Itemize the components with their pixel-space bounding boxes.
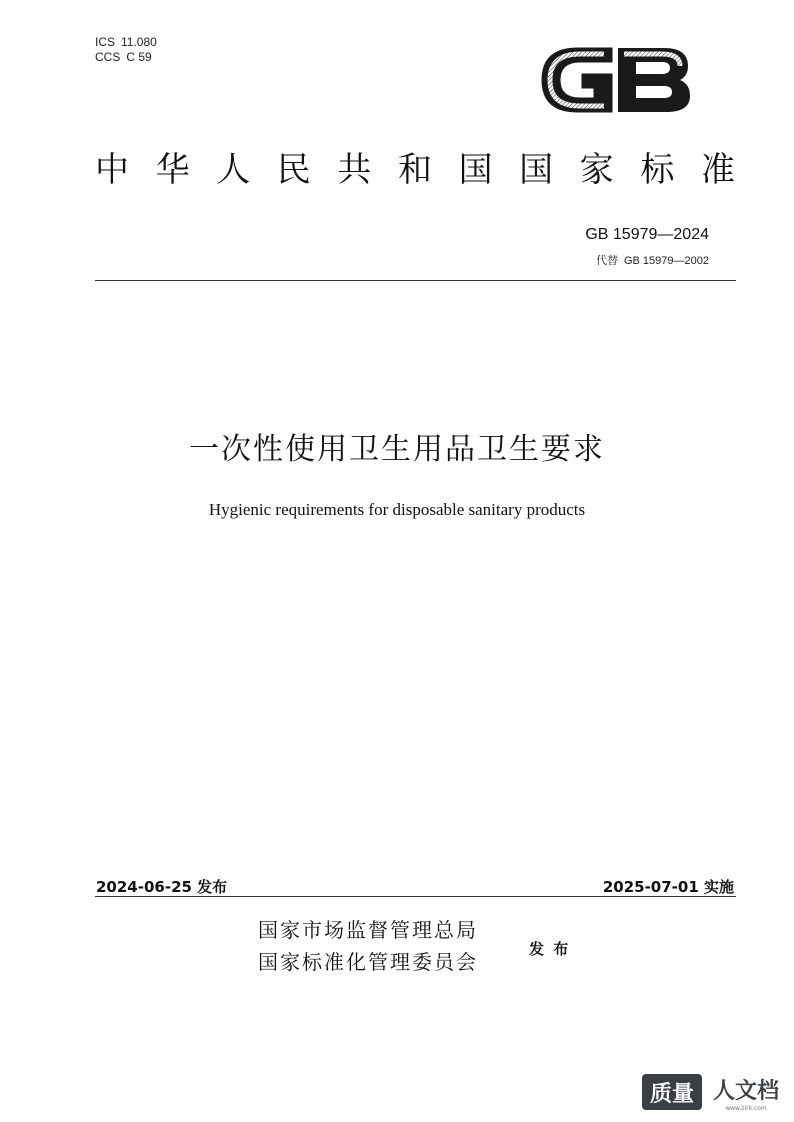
document-title-english: Hygienic requirements for disposable sanitary products (208, 500, 586, 519)
title-char: 国 (519, 150, 554, 190)
svg-text:www.zlrk.com: www.zlrk.com (725, 1105, 767, 1112)
bottom-divider (95, 896, 736, 897)
replaces-line (596, 252, 709, 268)
title-char: 中 (95, 150, 129, 190)
document-title-chinese: 一次性使用卫生用品卫生要求 (189, 432, 605, 467)
title-char: 准 (700, 150, 735, 190)
ccs-label: CCS (95, 50, 121, 64)
ics-label: ICS (95, 35, 116, 49)
title-char: 国 (458, 150, 493, 190)
title-char: 人 (216, 150, 251, 190)
title-char: 民 (276, 150, 311, 190)
svg-text:质量: 质量 (649, 1082, 695, 1107)
issue-date: 2024-06-25 发布 (96, 878, 228, 896)
ics-code: 11.080 (121, 35, 157, 49)
implementation-date: 2025-07-01 实施 (602, 878, 734, 896)
issuer-sac: 国家标准化管理委员会 (258, 950, 478, 974)
ics-row (95, 35, 157, 50)
title-char: 标 (640, 150, 675, 190)
publish-label: 发 布 (529, 940, 571, 958)
issuer-samr: 国家市场监督管理总局 (258, 918, 478, 942)
ccs-row (95, 50, 157, 65)
watermark-logo (642, 1072, 787, 1114)
standard-number: GB 15979—2024 (585, 226, 709, 243)
svg-text:人文档: 人文档 (712, 1079, 780, 1104)
title-char: 共 (337, 150, 372, 190)
replaces-label: 代替 (595, 254, 618, 267)
ccs-code: C 59 (126, 50, 152, 64)
title-char: 家 (579, 150, 614, 190)
title-char: 华 (155, 150, 190, 190)
top-divider (95, 280, 736, 281)
gb-logo (538, 40, 694, 120)
national-standard-title (95, 146, 735, 194)
title-char: 和 (397, 150, 432, 190)
replaces-number: GB 15979—2002 (623, 255, 709, 267)
classification-codes (95, 35, 157, 65)
